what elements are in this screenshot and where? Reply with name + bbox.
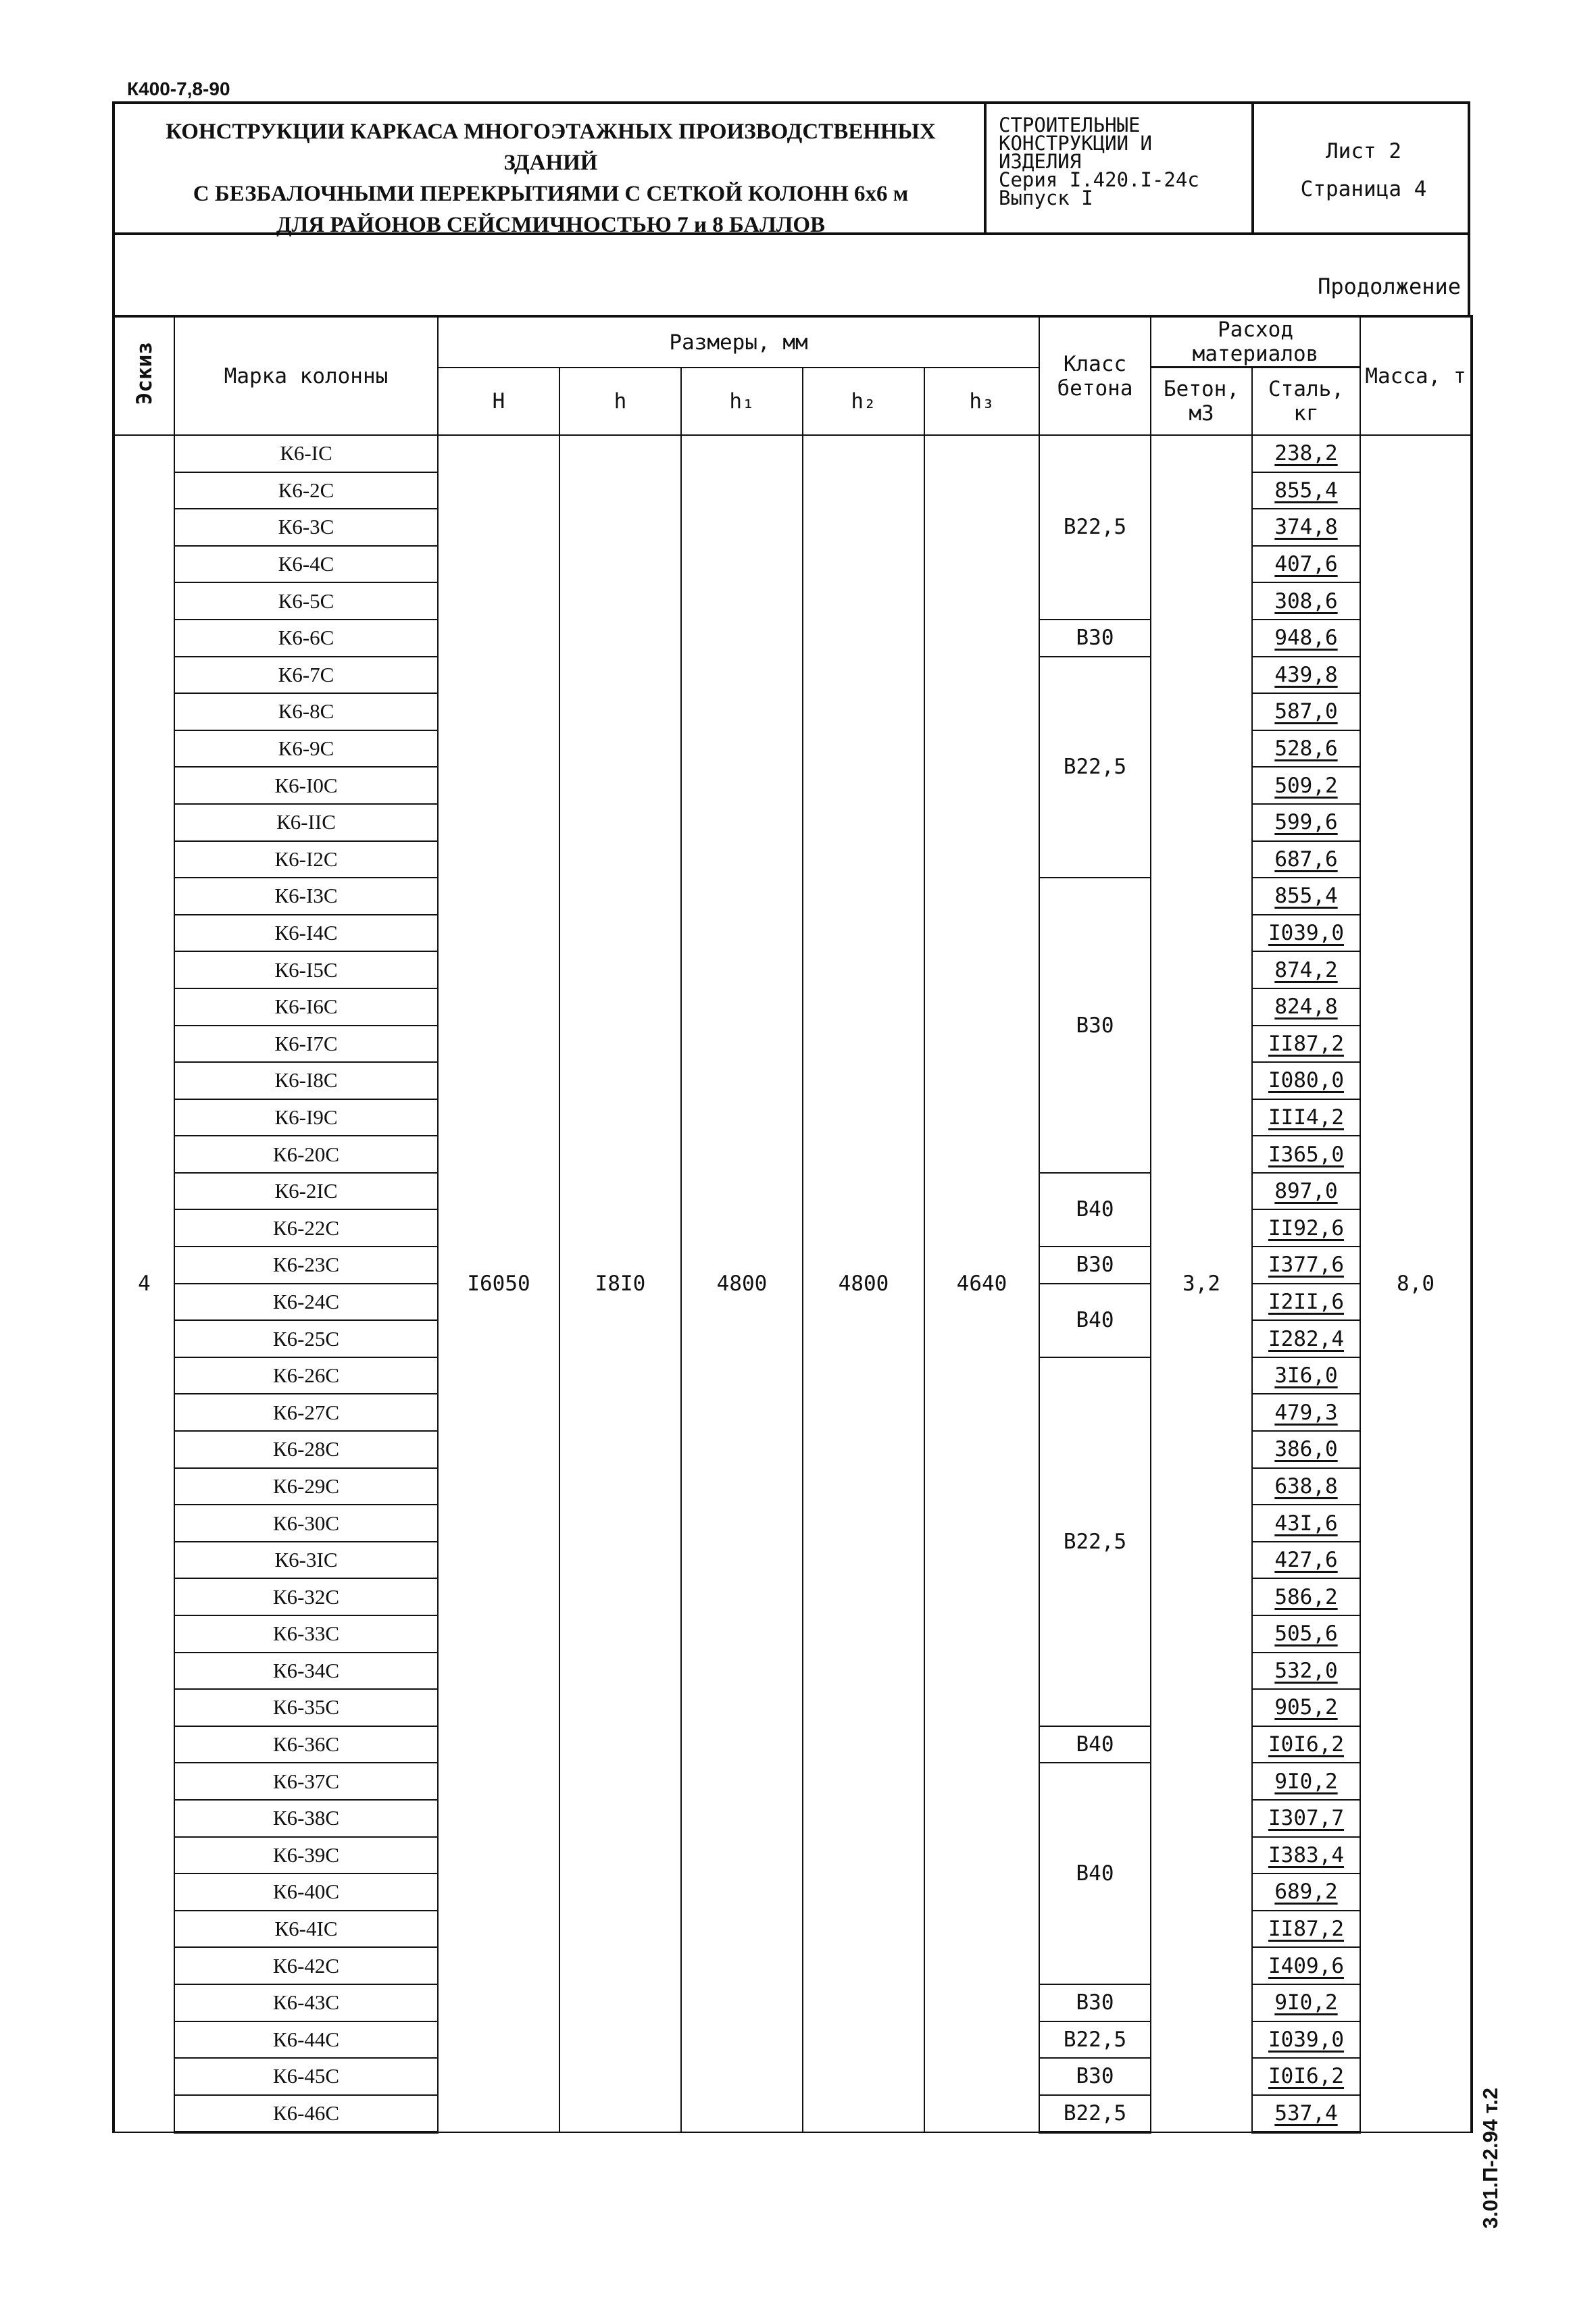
column-mark: К6-25С: [174, 1320, 438, 1357]
steel-consumption: I039,0: [1252, 915, 1360, 952]
steel-consumption: 532,0: [1252, 1653, 1360, 1690]
column-mark: К6-I2С: [174, 841, 438, 878]
column-mark: К6-36С: [174, 1726, 438, 1763]
concrete-class: В40: [1039, 1284, 1151, 1357]
header-h2: h₂: [803, 368, 924, 435]
column-mark: К6-22С: [174, 1209, 438, 1247]
column-mass: 8,0: [1360, 435, 1472, 2132]
column-mark: К6-4С: [174, 546, 438, 583]
column-mark: К6-3С: [174, 509, 438, 546]
concrete-class: В40: [1039, 1726, 1151, 1763]
steel-consumption: I377,6: [1252, 1247, 1360, 1284]
column-mark: К6-28С: [174, 1431, 438, 1468]
steel-consumption: II92,6: [1252, 1209, 1360, 1247]
page-number: Страница 4: [1300, 177, 1427, 201]
steel-consumption: 238,2: [1252, 435, 1360, 472]
column-mark: К6-30С: [174, 1505, 438, 1542]
column-mark: К6-I3С: [174, 878, 438, 915]
column-mark: К6-23С: [174, 1247, 438, 1284]
series-info: [999, 116, 1249, 207]
steel-consumption: 874,2: [1252, 951, 1360, 988]
steel-consumption: I2II,6: [1252, 1284, 1360, 1321]
header-h1: h₁: [681, 368, 803, 435]
column-mark: К6-43С: [174, 1984, 438, 2021]
column-mark: К6-I6С: [174, 988, 438, 1026]
steel-consumption: 374,8: [1252, 509, 1360, 546]
steel-consumption: I307,7: [1252, 1800, 1360, 1837]
column-mark: К6-46С: [174, 2095, 438, 2133]
steel-consumption: I365,0: [1252, 1136, 1360, 1173]
title-line: ДЛЯ РАЙОНОВ СЕЙСМИЧНОСТЬЮ 7 и 8 БАЛЛОВ: [276, 213, 826, 237]
column-mark: К6-8С: [174, 693, 438, 730]
steel-consumption: 439,8: [1252, 657, 1360, 694]
steel-consumption: 3I6,0: [1252, 1357, 1360, 1394]
column-mark: К6-I8С: [174, 1062, 438, 1099]
steel-consumption: 855,4: [1252, 878, 1360, 915]
header-concrete-class: Класс бетона: [1039, 316, 1151, 435]
header-consumption: Расход материалов: [1151, 316, 1360, 367]
steel-consumption: 308,6: [1252, 582, 1360, 620]
steel-consumption: 479,3: [1252, 1394, 1360, 1431]
header-sizes: Размеры, мм: [438, 316, 1039, 368]
columns-spec-table: [112, 315, 1473, 2134]
steel-consumption: I0I6,2: [1252, 1726, 1360, 1763]
steel-consumption: 905,2: [1252, 1689, 1360, 1726]
concrete-class: В30: [1039, 1984, 1151, 2021]
title-block-divider: [984, 101, 987, 235]
steel-consumption: 43I,6: [1252, 1505, 1360, 1542]
header-concrete: Бетон, м3: [1151, 368, 1252, 435]
title-line: С БЕЗБАЛОЧНЫМИ ПЕРЕКРЫТИЯМИ С СЕТКОЙ КОЛОНН 6х6 м: [193, 182, 909, 206]
header-mark: Марка колонны: [174, 316, 438, 435]
table-row: [114, 435, 1472, 472]
column-mark: К6-3IС: [174, 1542, 438, 1579]
steel-consumption: 586,2: [1252, 1578, 1360, 1615]
header-h: h: [559, 368, 681, 435]
steel-consumption: 824,8: [1252, 988, 1360, 1026]
column-mark: К6-34С: [174, 1653, 438, 1690]
steel-consumption: I383,4: [1252, 1837, 1360, 1874]
concrete-class: В22,5: [1039, 2095, 1151, 2133]
column-mark: К6-27С: [174, 1394, 438, 1431]
concrete-class: В22,5: [1039, 1357, 1151, 1726]
column-mark: К6-35С: [174, 1689, 438, 1726]
steel-consumption: 537,4: [1252, 2095, 1360, 2133]
header-h3: h₃: [924, 368, 1039, 435]
column-mark: К6-26С: [174, 1357, 438, 1394]
column-mark: К6-I0С: [174, 767, 438, 804]
size-h2: 4800: [803, 435, 924, 2132]
column-mark: К6-I5С: [174, 951, 438, 988]
steel-consumption: 897,0: [1252, 1173, 1360, 1210]
column-mark: К6-IС: [174, 435, 438, 472]
column-mark: К6-7С: [174, 657, 438, 694]
concrete-class: В22,5: [1039, 435, 1151, 620]
steel-consumption: 855,4: [1252, 472, 1360, 509]
header-mass: Масса, т: [1360, 316, 1472, 435]
series-line: Выпуск I: [999, 186, 1093, 209]
steel-consumption: III4,2: [1252, 1099, 1360, 1136]
concrete-class: В30: [1039, 878, 1151, 1173]
series-line: СТРОИТЕЛЬНЫЕ: [999, 114, 1141, 136]
steel-consumption: 427,6: [1252, 1542, 1360, 1579]
steel-consumption: 587,0: [1252, 693, 1360, 730]
column-mark: К6-I7С: [174, 1026, 438, 1063]
sheet-number: Лист 2: [1326, 139, 1401, 164]
column-mark: К6-6С: [174, 620, 438, 657]
steel-consumption: II87,2: [1252, 1911, 1360, 1948]
concrete-class: В22,5: [1039, 657, 1151, 878]
column-mark: К6-29С: [174, 1468, 438, 1505]
steel-consumption: I080,0: [1252, 1062, 1360, 1099]
column-mark: К6-24С: [174, 1284, 438, 1321]
concrete-class: В22,5: [1039, 2021, 1151, 2059]
steel-consumption: 599,6: [1252, 804, 1360, 841]
steel-consumption: I039,0: [1252, 2021, 1360, 2059]
sketch-number: 4: [114, 435, 174, 2132]
table-body: [114, 435, 1472, 2132]
column-mark: К6-I4С: [174, 915, 438, 952]
steel-consumption: I282,4: [1252, 1320, 1360, 1357]
document-title: [122, 116, 980, 241]
concrete-class: В30: [1039, 620, 1151, 657]
size-H: I6050: [438, 435, 559, 2132]
column-mark: К6-33С: [174, 1615, 438, 1653]
side-code: 3.01.П-2.94 т.2: [1478, 2088, 1502, 2229]
steel-consumption: 528,6: [1252, 730, 1360, 768]
steel-consumption: 509,2: [1252, 767, 1360, 804]
steel-consumption: 948,6: [1252, 620, 1360, 657]
column-mark: К6-2IС: [174, 1173, 438, 1210]
header-sketch-label: Эскиз: [132, 341, 157, 405]
series-line: КОНСТРУКЦИИ И: [999, 132, 1152, 155]
steel-consumption: 407,6: [1252, 546, 1360, 583]
steel-consumption: I409,6: [1252, 1947, 1360, 1984]
column-mark: К6-9С: [174, 730, 438, 768]
steel-consumption: 9I0,2: [1252, 1984, 1360, 2021]
concrete-class: В30: [1039, 2058, 1151, 2095]
steel-consumption: 505,6: [1252, 1615, 1360, 1653]
column-mark: К6-4IС: [174, 1911, 438, 1948]
column-mark: К6-20С: [174, 1136, 438, 1173]
steel-consumption: 638,8: [1252, 1468, 1360, 1505]
size-h1: 4800: [681, 435, 803, 2132]
column-mark: К6-2С: [174, 472, 438, 509]
column-mark: К6-I9С: [174, 1099, 438, 1136]
column-mark: К6-38С: [174, 1800, 438, 1837]
series-line: ИЗДЕЛИЯ: [999, 150, 1082, 173]
column-mark: К6-42С: [174, 1947, 438, 1984]
column-mark: К6-39С: [174, 1837, 438, 1874]
header-H: H: [438, 368, 559, 435]
steel-consumption: 689,2: [1252, 1873, 1360, 1911]
continuation-band: [112, 234, 1470, 316]
size-h3: 4640: [924, 435, 1039, 2132]
column-mark: К6-40С: [174, 1873, 438, 1911]
steel-consumption: 687,6: [1252, 841, 1360, 878]
steel-consumption: 9I0,2: [1252, 1763, 1360, 1800]
size-h: I8I0: [559, 435, 681, 2132]
column-mark: К6-IIС: [174, 804, 438, 841]
steel-consumption: 386,0: [1252, 1431, 1360, 1468]
column-mark: К6-45С: [174, 2058, 438, 2095]
column-mark: К6-44С: [174, 2021, 438, 2059]
column-mark: К6-37С: [174, 1763, 438, 1800]
steel-consumption: II87,2: [1252, 1026, 1360, 1063]
concrete-class: В30: [1039, 1247, 1151, 1284]
header-steel: Сталь, кг: [1252, 368, 1360, 435]
column-mark: К6-32С: [174, 1578, 438, 1615]
column-mark: К6-5С: [174, 582, 438, 620]
title-block-divider: [1251, 101, 1254, 235]
sheet-info: [1257, 132, 1470, 208]
title-line: КОНСТРУКЦИИ КАРКАСА МНОГОЭТАЖНЫХ ПРОИЗВОДСТВЕННЫХ ЗДАНИЙ: [166, 120, 936, 175]
concrete-class: В40: [1039, 1763, 1151, 1984]
concrete-volume: 3,2: [1151, 435, 1252, 2132]
concrete-class: В40: [1039, 1173, 1151, 1247]
continuation-label: Продолжение: [1318, 274, 1461, 299]
header-sketch: [114, 316, 174, 435]
document-code: К400-7,8-90: [127, 78, 230, 99]
series-line: Серия I.420.I-24с: [999, 168, 1199, 191]
steel-consumption: I0I6,2: [1252, 2058, 1360, 2095]
